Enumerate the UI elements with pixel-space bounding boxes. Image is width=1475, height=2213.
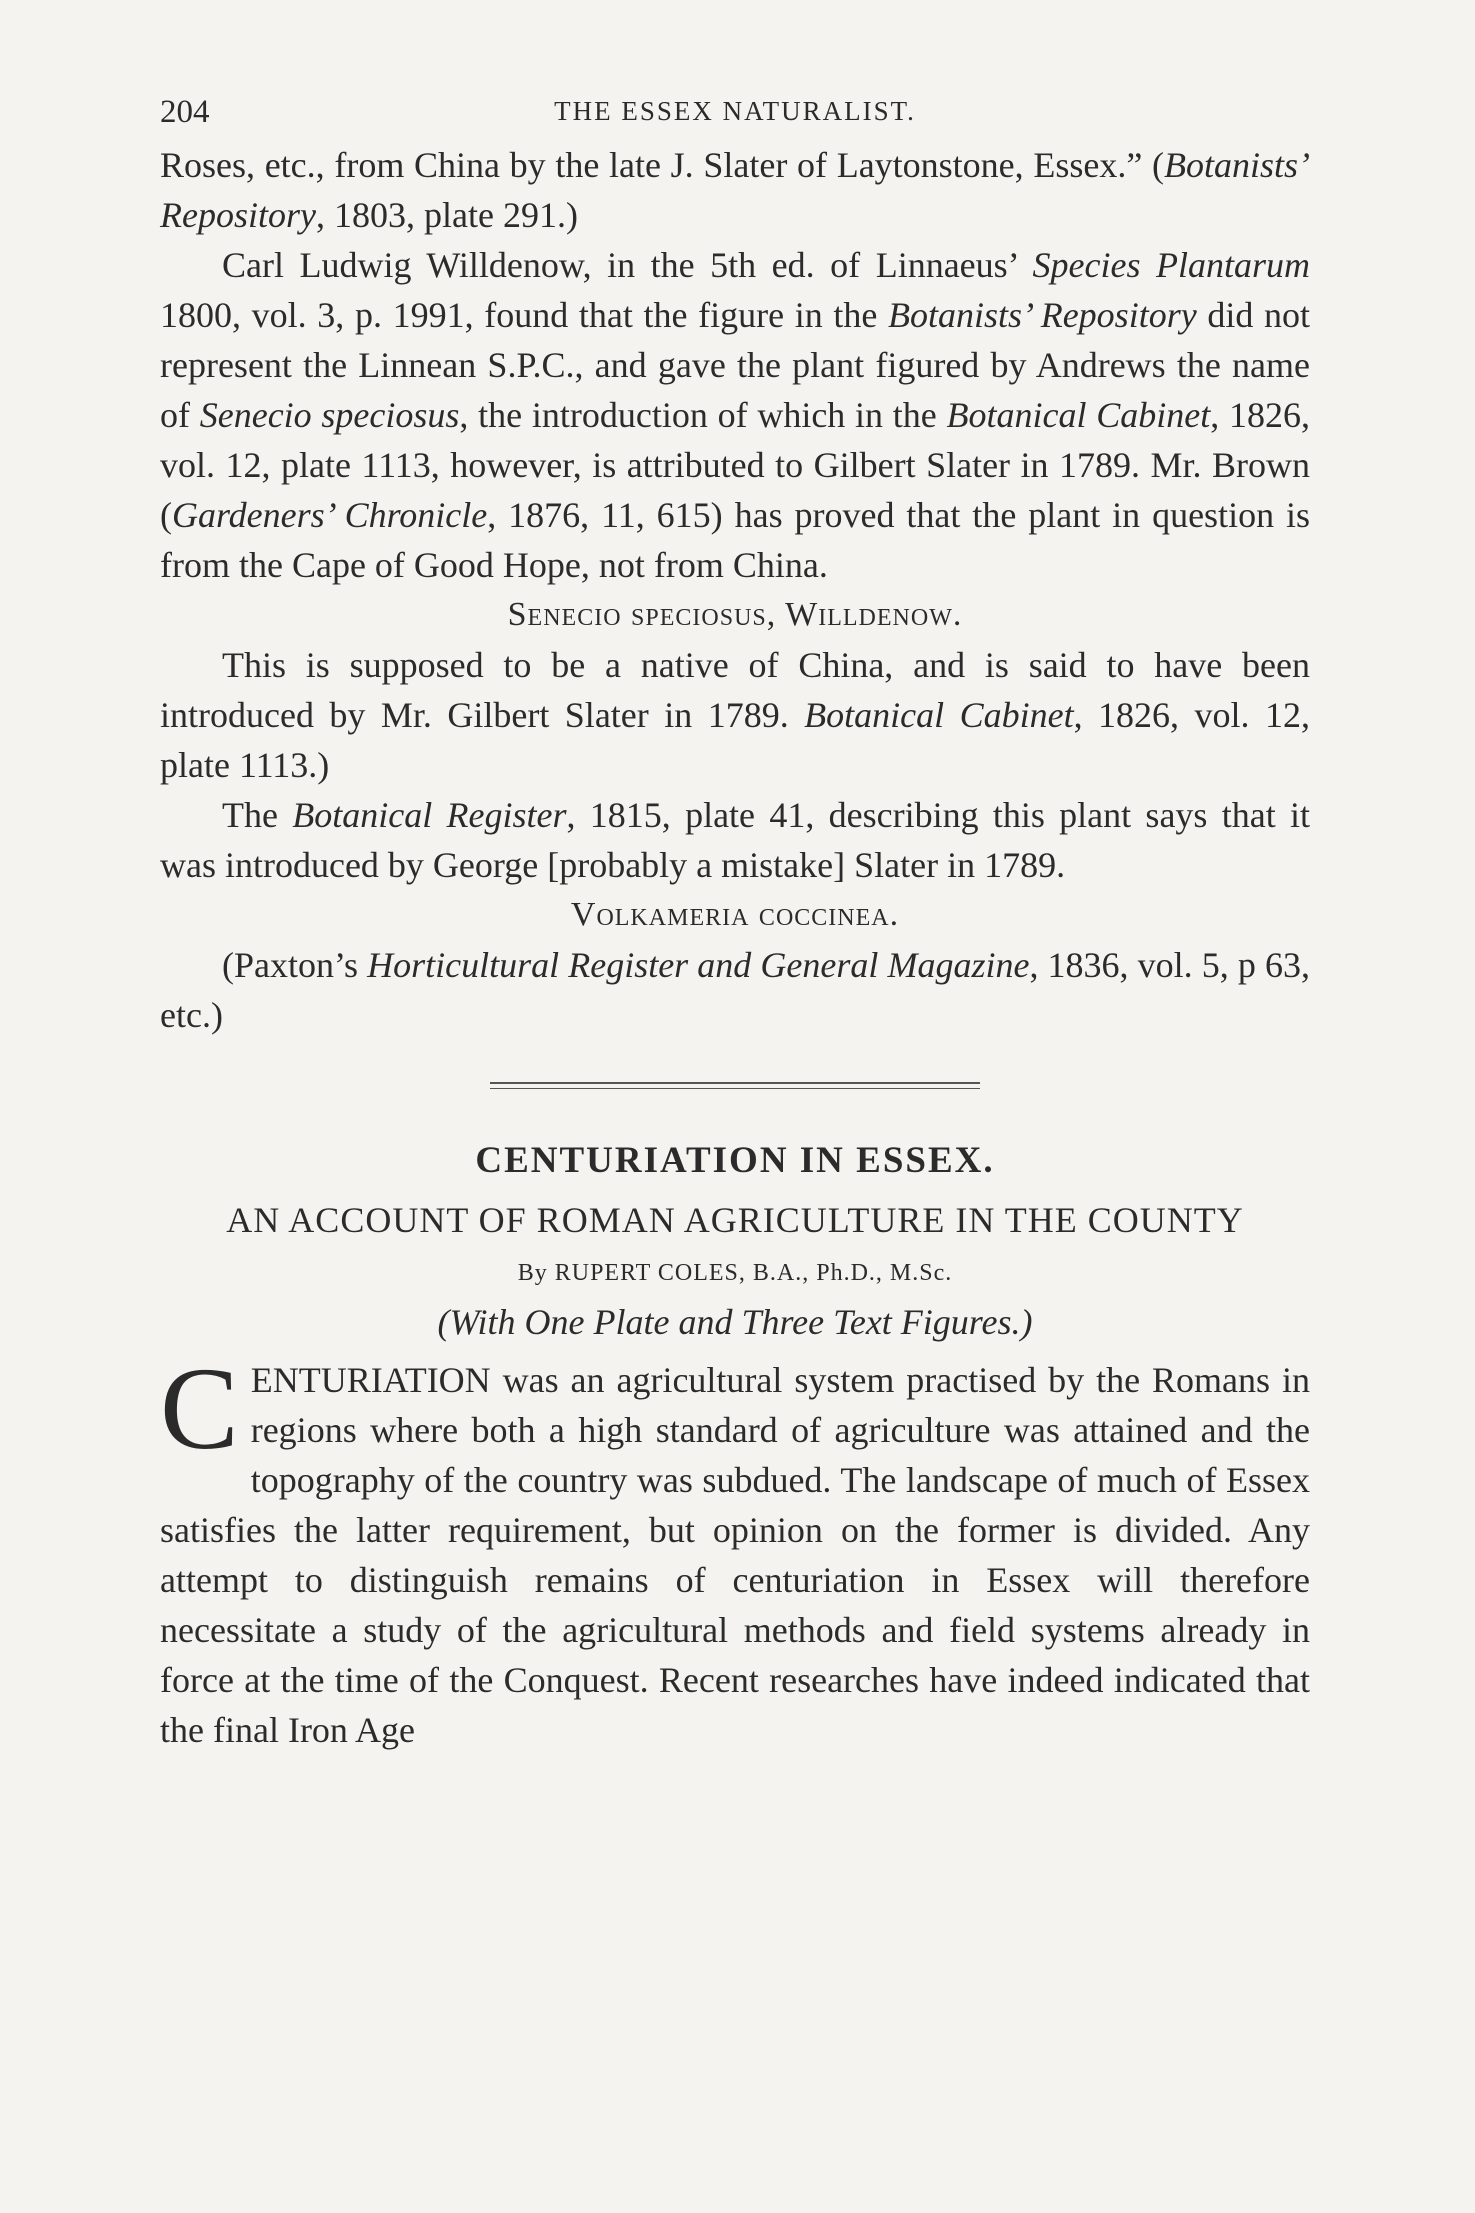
plates-note: (With One Plate and Three Text Figures.) [437,1302,1033,1342]
paragraph-centuriation: CENTURIATION was an agricultural system practised by the Romans in regions where both a high standard of agriculture was attained and the topography of the country was subdued. The landscape of much of Essex satisfies the latter requirement, but opinion on the former is divided. Any attempt to distinguish remains of centuriation in Essex will therefore necessitate a study of the agricultural methods and field systems already in force at the time of the Conquest. Recent researches have indeed indicated that the final Iron Age [160,1343,1310,1750]
paragraph-paxton: (Paxton’s Horticultural Register and General Magazine, 1836, vol. 5, p 63, etc.) [160,945,1310,1035]
article-title: CENTURIATION IN ESSEX. [475,1140,995,1181]
paragraph-roses: Roses, etc., from China by the late J. Slater of Laytonstone, Essex.” (Botanists’ Repository, 1803, plate 291.) [160,145,1310,235]
paragraph-senecio: This is supposed to be a native of China, and is said to have been introduced by Mr. Gilbert Slater in 1789. Botanical Cabinet, 1826, vol. 12, plate 1113.) [160,645,1310,785]
text-column [160,80,1310,1755]
page-number: 204 [160,94,210,130]
paragraph-register: The Botanical Register, 1815, plate 41, describing this plant says that it was introduced by George [probably a mistake] Slater in 1789. [160,795,1310,885]
heading-senecio: Senecio speciosus, Willdenow. [507,596,963,633]
paragraph-willdenow: Carl Ludwig Willdenow, in the 5th ed. of Linnaeus’ Species Plantarum 1800, vol. 3, p. 1991, found that the figure in the Botanists’ Repository did not represent the Linnean S.P.C., and gave the plant figured by Andrews the name of Senecio speciosus, the introduction of which in the Botanical Cabinet, 1826, vol. 12, plate 1113, however, is attributed to Gilbert Slater in 1789. Mr. Brown (Gardeners’ Chronicle, 1876, 11, 615) has proved that the plant in question is from the Cape of Good Hope, not from China. [160,245,1311,585]
section-divider [490,1082,980,1089]
drop-cap: C [160,1343,239,1474]
heading-volkameria: Volkameria coccinea. [570,896,900,933]
article-byline: By RUPERT COLES, B.A., Ph.D., M.Sc. [517,1260,953,1286]
journal-title: THE ESSEX NATURALIST. [554,96,916,126]
running-head [160,80,1310,140]
article-subtitle: AN ACCOUNT OF ROMAN AGRICULTURE IN THE COUNTY [226,1200,1244,1240]
